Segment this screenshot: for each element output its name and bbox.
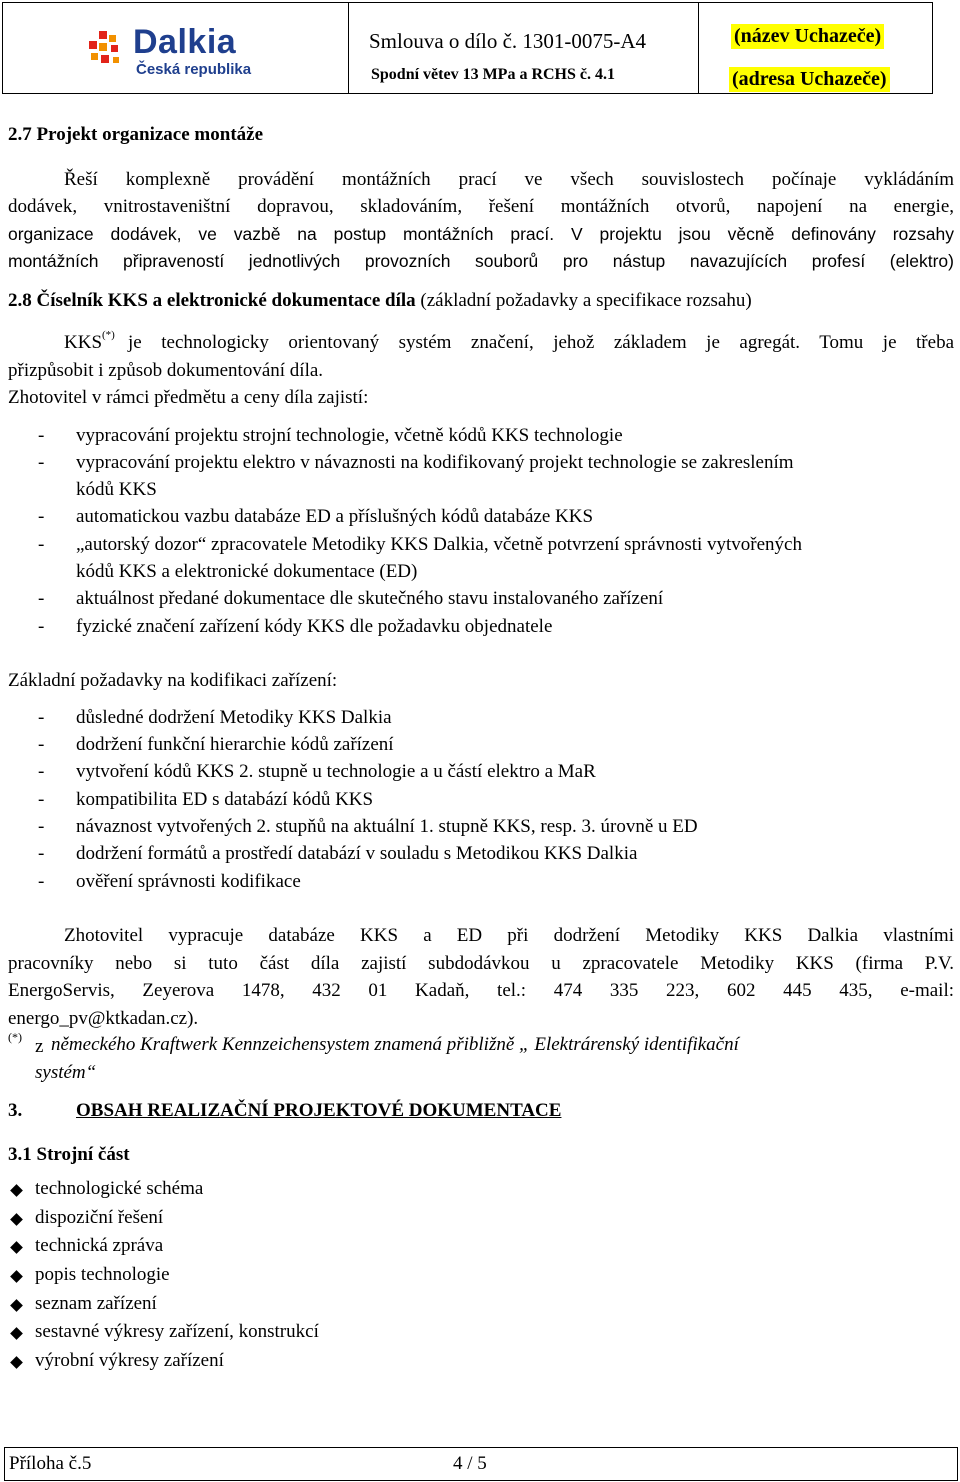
kks-line-2: přizpůsobit i způsob dokumentování díla. bbox=[8, 360, 324, 381]
dalkia-logo-icon bbox=[85, 29, 125, 69]
document-header bbox=[2, 2, 933, 94]
footnote-line-2: systém“ bbox=[35, 1062, 97, 1083]
diamond-bullet-icon bbox=[10, 1299, 23, 1312]
bidder-name: (název Uchazeče) bbox=[731, 24, 884, 49]
scope-intro: Zhotovitel v rámci předmětu a ceny díla zajistí: bbox=[8, 387, 369, 408]
section-2-8-subtitle: (základní požadavky a specifikace rozsahu) bbox=[420, 290, 752, 311]
section-2-7-heading: 2.7 Projekt organizace montáže bbox=[8, 124, 264, 145]
kks-line-1: je technologicky orientovaný systém značení, jehož základem je agregát. Tomu je třeba bbox=[128, 332, 954, 353]
section-2-8-title: 2.8 Číselník KKS a elektronické dokumentace díla bbox=[8, 290, 416, 311]
logo-subtitle: Česká republika bbox=[136, 61, 252, 78]
section-3-1-heading: 3.1 Strojní část bbox=[8, 1144, 130, 1165]
section-2-8-heading bbox=[8, 290, 752, 312]
footnote-line-1: německého Kraftwerk Kennzeichensystem znamená přibližně „ Elektrárenský identifikační bbox=[51, 1034, 739, 1055]
requirements-heading: Základní požadavky na kodifikaci zařízení: bbox=[8, 670, 338, 691]
diamond-bullet-icon bbox=[10, 1327, 23, 1340]
contract-cell bbox=[349, 3, 699, 93]
diamond-bullet-icon bbox=[10, 1241, 23, 1254]
diamond-bullet-icon bbox=[10, 1270, 23, 1283]
page-number: 4 / 5 bbox=[453, 1453, 487, 1474]
contract-title: Smlouva o dílo č. 1301-0075-A4 bbox=[369, 29, 647, 53]
diamond-bullet-icon bbox=[10, 1213, 23, 1226]
footnote-z: z bbox=[35, 1036, 44, 1057]
paragraph-line-4: energo_pv@ktkadan.cz). bbox=[8, 1008, 199, 1029]
logo-cell bbox=[3, 3, 349, 93]
paragraph-line-3: EnergoServis, Zeyerova 1478, 432 01 Kadaň, tel.: 474 335 223, 602 445 435, e-mail: bbox=[8, 980, 954, 1001]
s27-line-1: Řeší komplexně provádění montážních prací ve všech souvislostech počínaje vykládáním bbox=[64, 169, 954, 190]
section-3-number: 3. bbox=[8, 1100, 23, 1121]
footnote-mark: (*) bbox=[8, 1030, 22, 1044]
annex-label: Příloha č.5 bbox=[9, 1453, 92, 1474]
paragraph-line-1: Zhotovitel vypracuje databáze KKS a ED při dodržení Metodiky KKS Dalkia vlastními bbox=[64, 925, 954, 946]
kks-label: KKS bbox=[64, 332, 103, 353]
section-3-heading: OBSAH REALIZAČNÍ PROJEKTOVÉ DOKUMENTACE bbox=[76, 1100, 562, 1121]
s27-line-4: montážních připraveností jednotlivých provozních souborů pro nástup navazujících profesí (elektro) bbox=[8, 251, 954, 271]
paragraph-line-2: pracovníky nebo si tuto část díla zajistí subdodávkou u zpracovatele Metodiky KKS (firma P.V. bbox=[8, 953, 954, 974]
bidder-cell bbox=[699, 3, 932, 93]
kks-footnote-mark: (*) bbox=[102, 329, 115, 341]
kks-term bbox=[64, 329, 115, 354]
s27-line-2: dodávek, vnitrostaveništní dopravou, skladováním, řešení montážních otvorů, napojení na energie, bbox=[8, 196, 954, 217]
diamond-bullet-icon bbox=[10, 1184, 23, 1197]
diamond-bullet-icon bbox=[10, 1356, 23, 1369]
s27-line-3: organizace dodávek, ve vazbě na postup montážních prací. V projektu jsou věcně definovány rozsahy bbox=[8, 224, 954, 244]
bidder-address: (adresa Uchazeče) bbox=[729, 67, 890, 92]
document-footer bbox=[4, 1447, 958, 1481]
contract-subtitle: Spodní větev 13 MPa a RCHS č. 4.1 bbox=[371, 66, 615, 83]
logo-name: Dalkia bbox=[133, 23, 237, 61]
